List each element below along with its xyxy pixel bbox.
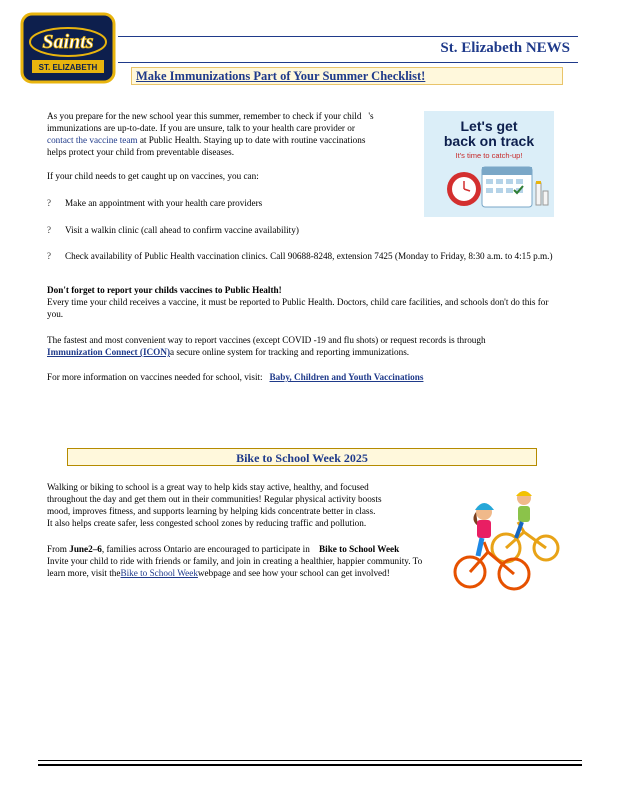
bullet-marker: ? [47,225,51,235]
event-name: Bike to School Week [319,544,400,554]
bike-paragraph [47,481,397,529]
bike-to-school-link[interactable]: Bike to School Week [120,568,198,578]
section-title: Make Immunizations Part of Your Summer Checklist! [136,69,426,83]
catch-up-image [424,111,554,217]
contact-vaccine-team-link[interactable]: contact the vaccine team [47,135,138,145]
section-banner-bike [67,448,537,466]
image-headline-2: back on track [443,133,535,149]
fastest-text: The fastest and most convenient way to report vaccines (except COVID -19 and flu shots) or request records is through [47,335,486,345]
caught-up-intro: If your child needs to get caught up on vaccines, you can: [47,171,259,181]
more-info-line [47,371,423,383]
header-rule-top [118,36,578,37]
intro-text-3: at Public Health. Staying up to date with routine vaccinations [137,135,366,145]
school-logo [20,12,116,84]
section-title: Bike to School Week 2025 [236,451,368,465]
intro-apostrophe: 's [368,111,374,121]
bullet-item: Visit a walkin clinic (call ahead to confirm vaccine availability) [65,225,299,235]
bike-text-2: It also helps create safer, less congested school zones by reducing traffic and pollution. [47,518,367,528]
footer-rule-top [38,760,582,761]
bullet-marker: ? [47,251,51,261]
bullet-marker: ? [47,198,51,208]
intro-text-4: helps protect your child from preventable diseases. [47,147,235,157]
from-text-4: webpage and see how your school can get involved! [197,568,390,578]
every-time-paragraph: Every time your child receives a vaccine, it must be reported to Public Health. Doctors, child care facilities, and schools don't do this for you. [47,297,549,319]
image-headline-1: Let's get [460,118,518,134]
fastest-text-2: a secure online system for tracking and reporting immunizations. [170,347,410,357]
dont-forget-heading: Don't forget to report your childs vaccines to Public Health! [47,285,282,295]
from-text-3: Invite your child to ride with friends or family, and join in creating a healthier, happier community. To learn more, visit the [47,556,423,578]
intro-paragraph [47,110,417,158]
intro-text-2: immunizations are up-to-date. If you are unsure, talk to your health care provider or [47,123,355,133]
icon-link[interactable]: Immunization Connect (ICON) [47,347,171,357]
from-paragraph [47,543,437,579]
newsletter-title: St. Elizabeth NEWS [440,40,570,56]
from-text: From [47,544,67,554]
bullet-item: Check availability of Public Health vaccination clinics. Call 90688-8248, extension 7425 (Monday to Friday, 8:30 a.m. to 4:15 p.m.) [65,251,553,261]
intro-text: As you prepare for the new school year this summer, remember to check if your child [47,111,362,121]
logo-text: Saints [42,31,94,53]
kids-biking-illustration [450,486,560,594]
event-dates: June2–6 [69,544,102,554]
section-banner-immunizations [131,67,563,85]
image-subheadline: It's time to catch-up! [455,151,523,160]
vaccinations-link[interactable]: Baby, Children and Youth Vaccinations [269,372,424,382]
footer-rule-bottom [38,764,582,766]
more-info-text: For more information on vaccines needed for school, visit: [47,372,263,382]
from-text-2: , families across Ontario are encouraged to participate in [101,544,310,554]
bike-text: Walking or biking to school is a great way to help kids stay active, healthy, and focused throughout the day and get them out in their communities! Regular physical activity boosts mood, improves fitness, and supports learning by helping kids concentrate better in class. [47,482,382,516]
logo-subtext: ST. ELIZABETH [38,63,98,72]
header-rule-bottom [118,62,578,63]
bullet-item: Make an appointment with your health care providers [65,198,263,208]
fastest-paragraph [47,334,557,358]
